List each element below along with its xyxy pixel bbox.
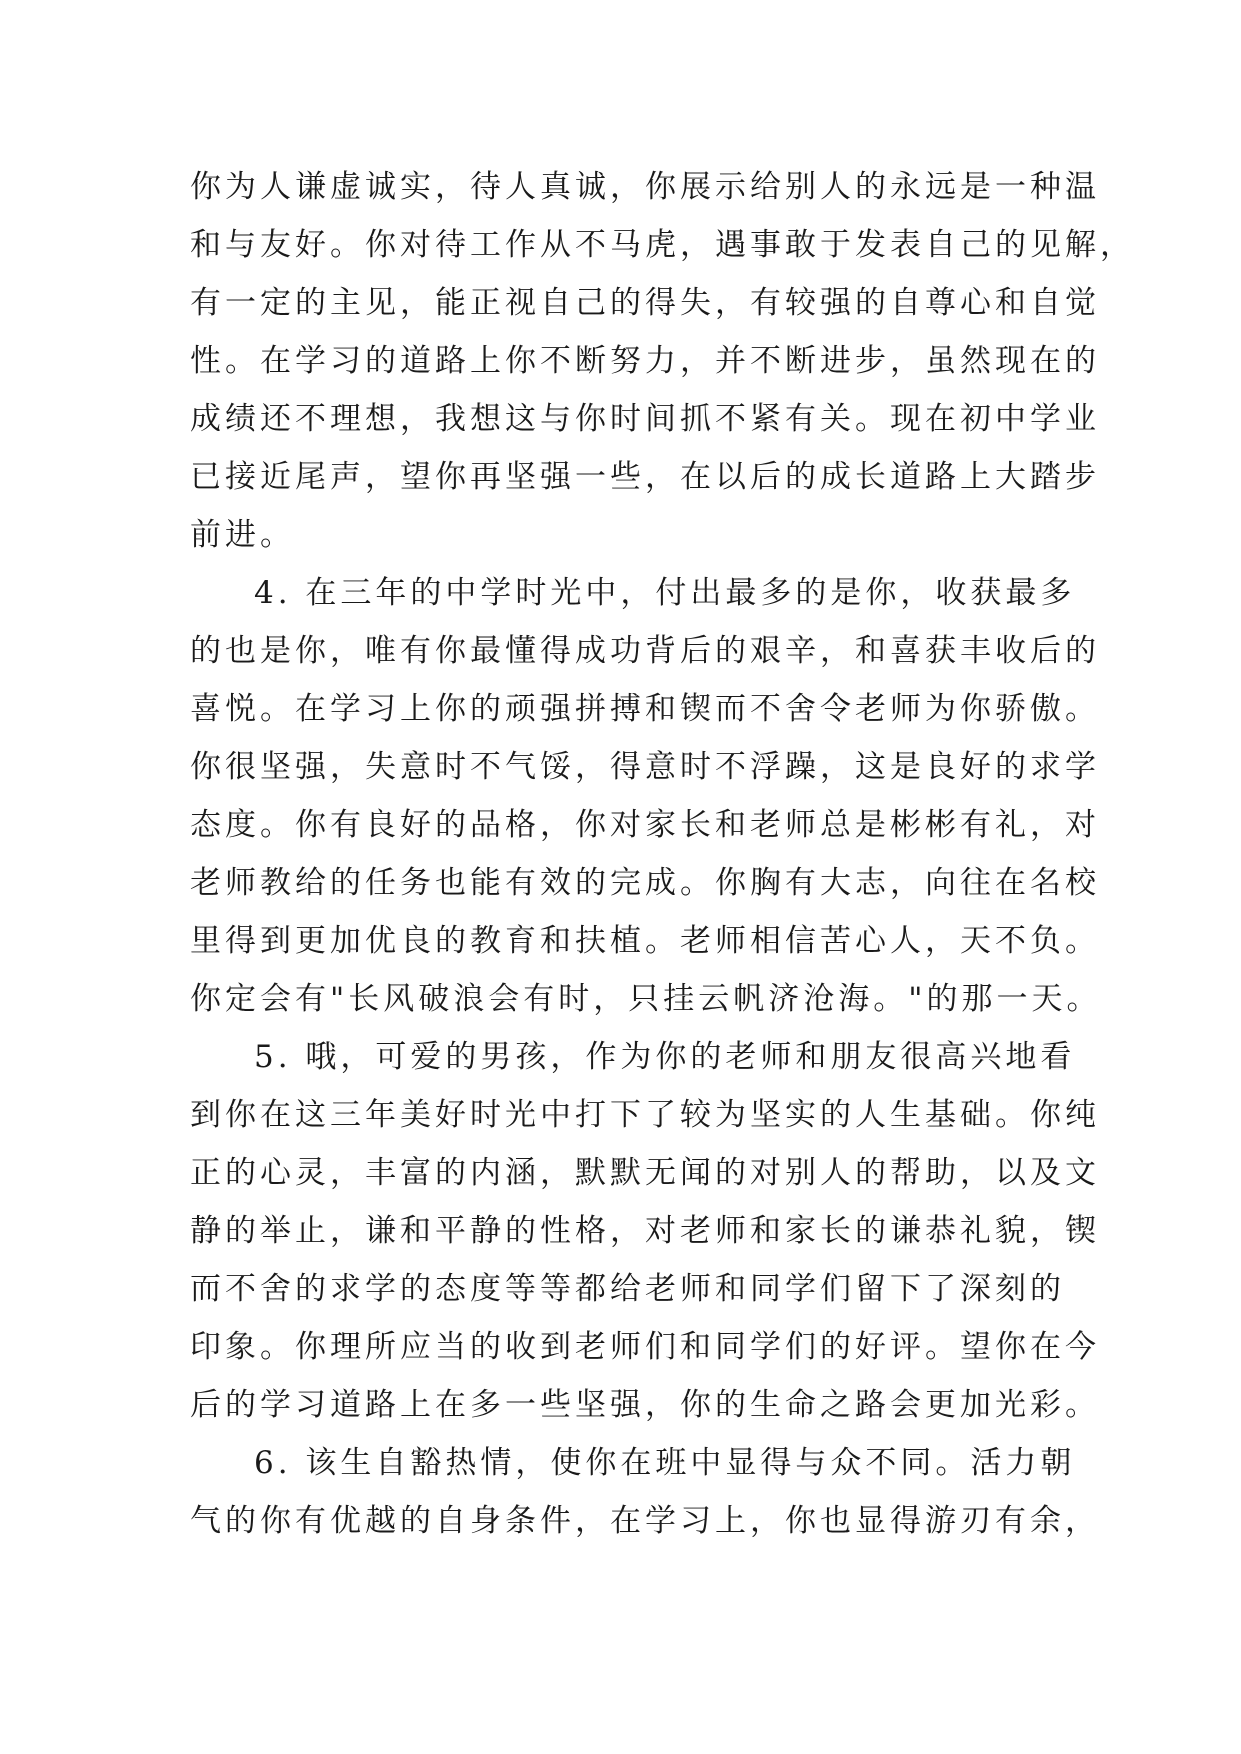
text-line: 性。在学习的道路上你不断努力，并不断进步，虽然现在的 [190, 343, 1100, 379]
text-line: 成绩还不理想，我想这与你时间抓不紧有关。现在初中学业 [190, 401, 1100, 437]
text-line: 前进。 [190, 517, 295, 553]
text-line: 喜悦。在学习上你的顽强拼搏和锲而不舍令老师为你骄傲。 [190, 691, 1100, 727]
text-line: 到你在这三年美好时光中打下了较为坚实的人生基础。你纯 [190, 1097, 1100, 1133]
text-line: 里得到更加优良的教育和扶植。老师相信苦心人，天不负。 [190, 923, 1100, 959]
text-line: 你定会有"长风破浪会有时，只挂云帆济沧海。"的那一天。 [190, 981, 1102, 1017]
text-line: 6. 该生自豁热情，使你在班中显得与众不同。活力朝 [254, 1445, 1076, 1481]
text-line: 有一定的主见，能正视自己的得失，有较强的自尊心和自觉 [190, 285, 1100, 321]
text-line: 印象。你理所应当的收到老师们和同学们的好评。望你在今 [190, 1329, 1100, 1365]
text-line: 老师教给的任务也能有效的完成。你胸有大志，向往在名校 [190, 865, 1100, 901]
text-line: 4. 在三年的中学时光中，付出最多的是你，收获最多 [254, 575, 1076, 611]
paragraph-6 [190, 1434, 1100, 1550]
text-line: 5. 哦，可爱的男孩，作为你的老师和朋友很高兴地看 [254, 1039, 1076, 1075]
paragraph-4 [190, 564, 1102, 1028]
text-line: 你很坚强，失意时不气馁，得意时不浮躁，这是良好的求学 [190, 749, 1100, 785]
text-line: 后的学习道路上在多一些坚强，你的生命之路会更加光彩。 [190, 1387, 1100, 1423]
text-line: 而不舍的求学的态度等等都给老师和同学们留下了深刻的 [190, 1271, 1065, 1307]
text-line: 你为人谦虚诚实，待人真诚，你展示给别人的永远是一种温 [190, 169, 1100, 205]
text-line: 静的举止，谦和平静的性格，对老师和家长的谦恭礼貌，锲 [190, 1213, 1100, 1249]
text-line: 气的你有优越的自身条件，在学习上，你也显得游刃有余， [190, 1503, 1100, 1539]
text-line: 正的心灵，丰富的内涵，默默无闻的对别人的帮助，以及文 [190, 1155, 1100, 1191]
text-line: 已接近尾声，望你再坚强一些，在以后的成长道路上大踏步 [190, 459, 1100, 495]
paragraph-3-continued [190, 158, 1135, 564]
text-line: 的也是你，唯有你最懂得成功背后的艰辛，和喜获丰收后的 [190, 633, 1100, 669]
document-body [190, 158, 1135, 1550]
text-line: 和与友好。你对待工作从不马虎，遇事敢于发表自己的见解， [190, 227, 1135, 263]
text-line: 态度。你有良好的品格，你对家长和老师总是彬彬有礼，对 [190, 807, 1100, 843]
paragraph-5 [190, 1028, 1100, 1434]
